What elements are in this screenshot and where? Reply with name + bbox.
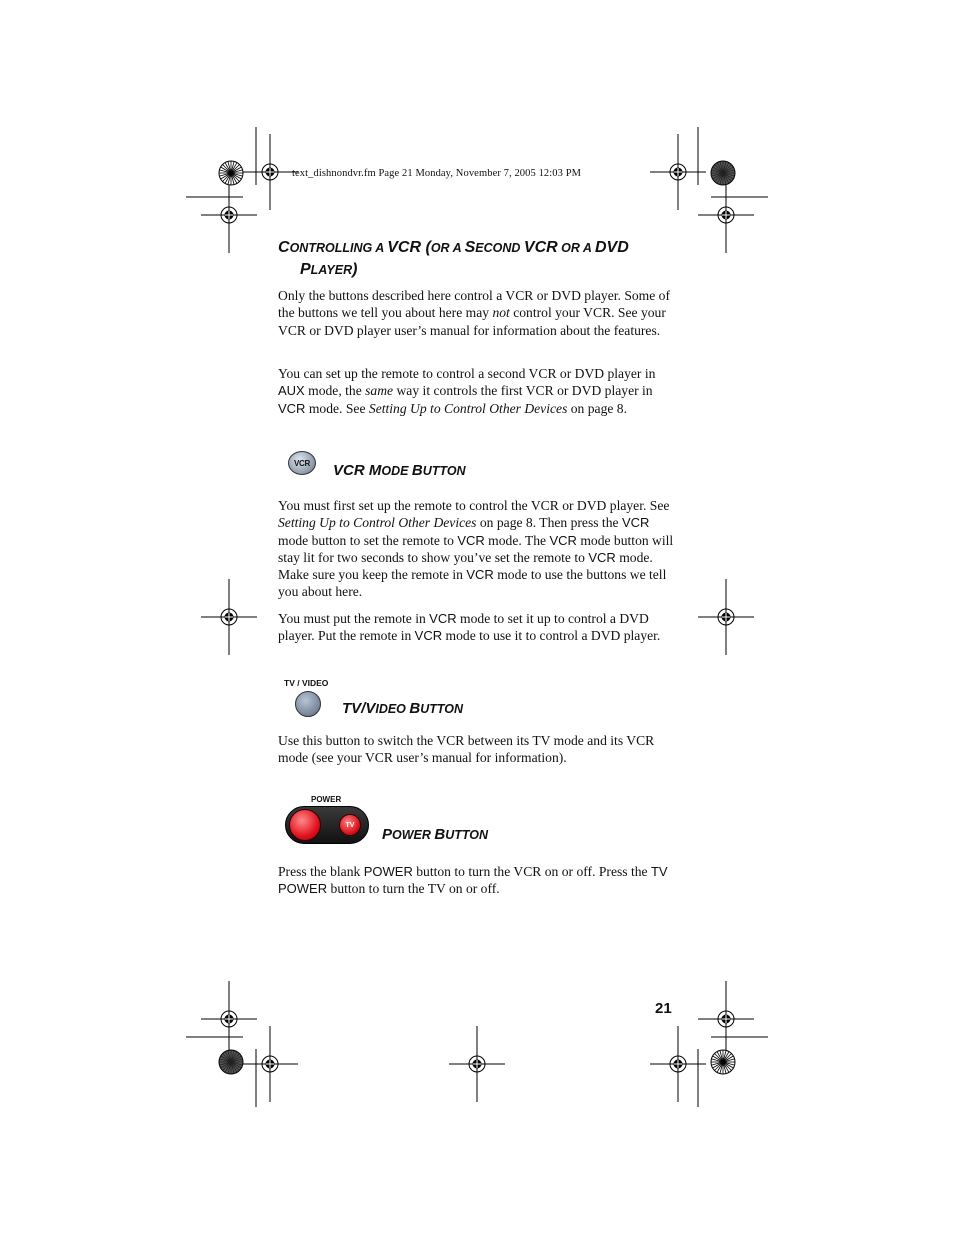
intro-paragraph: Only the buttons described here control a VCR or DVD player. Some of the buttons we tell you about here may not control your VCR. See your VCR or DVD player user’s manual for information about the features.	[278, 288, 671, 338]
vcr-mode-heading: VCR MODE BUTTON	[333, 462, 466, 479]
registration-crosshair	[449, 1026, 505, 1102]
registration-crosshair	[698, 981, 754, 1057]
tv-video-paragraph: Use this button to switch the VCR between its TV mode and its VCR mode (see your VCR user’s manual for information).	[278, 733, 655, 766]
power-button-heading: POWER BUTTON	[382, 826, 489, 843]
vcr-mode-paragraph-2: You must put the remote in VCR mode to set it up to control a DVD player. Put the remote in VCR mode to use it to control a DVD player.	[278, 611, 661, 644]
registration-crosshair	[201, 981, 257, 1057]
registration-crosshair	[698, 177, 754, 253]
registration-crosshair	[201, 579, 257, 655]
power-paragraph: Press the blank POWER button to turn the VCR on or off. Press the TV POWER button to turn the TV on or off.	[278, 864, 668, 897]
file-slug: text_dishnondvr.fm Page 21 Monday, November 7, 2005 12:03 PM	[292, 168, 582, 179]
section-heading: CONTROLLING A VCR (OR A SECOND VCR OR A DVD PLAYER)	[278, 239, 629, 278]
registration-crosshair	[201, 177, 257, 253]
power-button-icon	[289, 809, 321, 841]
vcr-button-icon: VCR	[288, 451, 316, 475]
power-icon-label: POWER	[311, 795, 342, 804]
setting-up-link: Setting Up to Control Other Devices	[368, 400, 568, 416]
registration-starburst	[219, 1050, 243, 1074]
vcr-mode-paragraph-1: You must first set up the remote to control the VCR or DVD player. See Setting Up to Control Other Devices on page 8. Then press the VCR mode button to set the remote to VCR mode. The VCR mode button will stay lit for two seconds to show you’ve set the remote to VCR mode. Make sure you keep the remote in VCR mode to use the buttons we tell you about here.	[278, 498, 674, 600]
registration-crosshair	[242, 1026, 298, 1102]
page-number: 21	[655, 1000, 672, 1017]
registration-starburst	[219, 161, 243, 185]
registration-starburst	[711, 1050, 735, 1074]
registration-crosshair	[698, 579, 754, 655]
registration-starburst	[711, 161, 735, 185]
tv-video-heading: TV/VIDEO BUTTON	[342, 700, 464, 717]
tv-video-icon-label: TV / VIDEO	[284, 678, 329, 688]
aux-paragraph: You can set up the remote to control a second VCR or DVD player in AUX mode, the same way it controls the first VCR or DVD player in VCR mode. See Setting Up to Control Other Devices on page 8.	[278, 366, 656, 416]
registration-crosshair	[242, 134, 298, 210]
tv-power-button-icon: TV	[339, 814, 361, 836]
tv-video-button-icon	[295, 691, 321, 717]
